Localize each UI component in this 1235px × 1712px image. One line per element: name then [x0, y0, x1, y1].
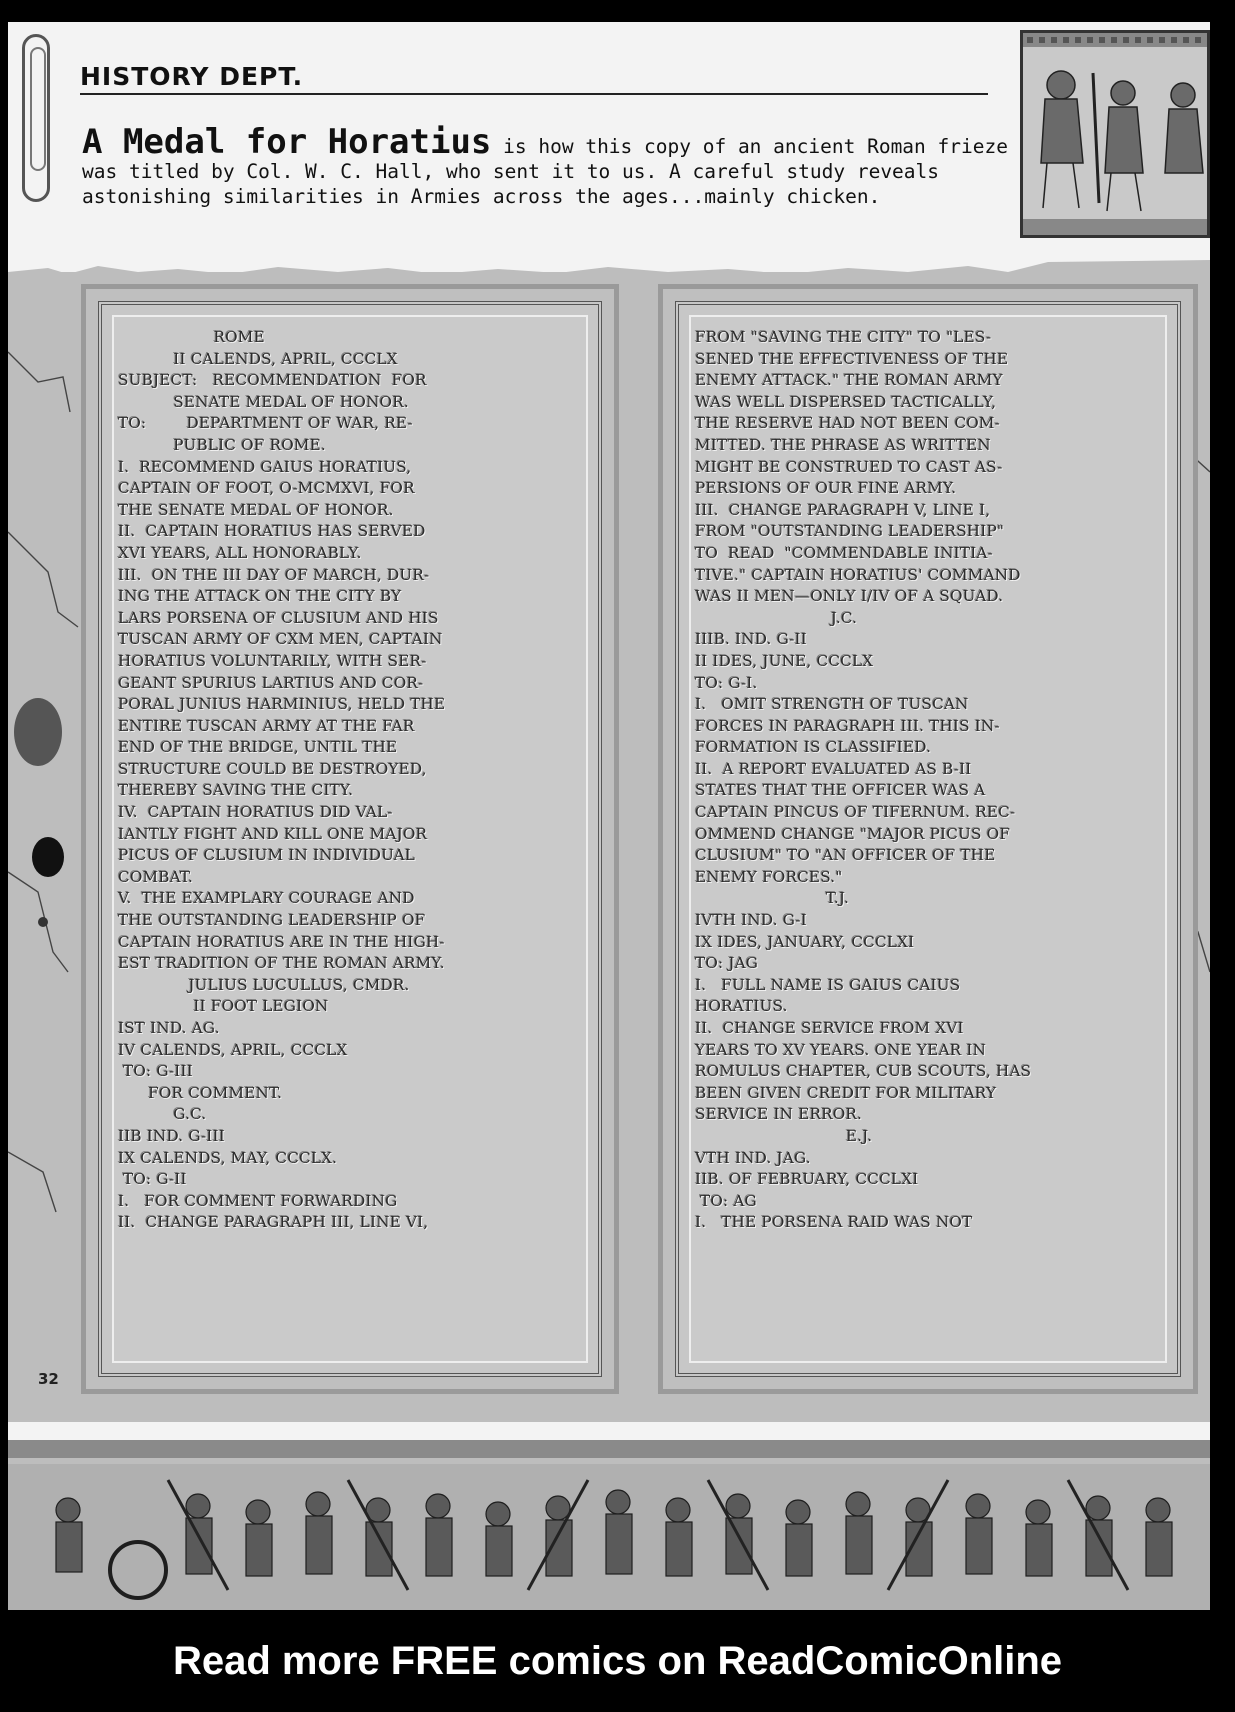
magazine-page	[8, 22, 1210, 1610]
tablet-left-text: ROME II CALENDS, APRIL, CCCLX SUBJECT: RECOMMENDATION FOR SENATE MEDAL OF HONOR. TO: DEPARTMENT OF WAR, RE- PUBLIC OF ROME. I. RECOMMEND GAIUS HORATIUS, CAPTAIN OF FOOT, O-MCMXVI, FOR THE SENATE MEDAL OF HONOR. II. CAPTAIN HORATIUS HAS SERVED XVI YEARS, ALL HONORABLY. III. ON THE III DAY OF MARCH, DUR- ING THE ATTACK ON THE CITY BY LARS PORSENA OF CLUSIUM AND HIS TUSCAN ARMY OF CXM MEN, CAPTAIN HORATIUS VOLUNTARILY, WITH SER- GEANT SPURIUS LARTIUS AND COR- PORAL JUNIUS HARMINIUS, HELD THE ENTIRE TUSCAN ARMY AT THE FAR END OF THE BRIDGE, UNTIL THE STRUCTURE COULD BE DESTROYED, THEREBY SAVING THE CITY. IV. CAPTAIN HORATIUS DID VAL- IANTLY FIGHT AND KILL ONE MAJOR PICUS OF CLUSIUM IN INDIVIDUAL COMBAT. V. THE EXAMPLARY COURAGE AND THE OUTSTANDING LEADERSHIP OF CAPTAIN HORATIUS ARE IN THE HIGH- EST TRADITION OF THE ROMAN ARMY. JULIUS LUCULLUS, CMDR. II FOOT LEGION IST IND. AG. IV CALENDS, APRIL, CCCLX TO: G-III FOR COMMENT. G.C. IIB IND. G-III IX CALENDS, MAY, CCCLX. TO: G-II I. FOR COMMENT FORWARDING II. CHANGE PARAGRAPH III, LINE VI,	[118, 328, 446, 1232]
bottom-frieze-image	[8, 1440, 1210, 1610]
tablet-right	[658, 284, 1198, 1394]
paperclip-icon	[22, 34, 50, 202]
promo-banner[interactable]: Read more FREE comics on ReadComicOnline	[172, 1639, 1063, 1683]
tablet-left	[81, 284, 619, 1394]
intro-body: is how this copy of an ancient Roman frieze was titled by Col. W. C. Hall, who sent it to us. A careful study reveals astonishing similarities in Armies across the ages...mainly chicken.	[82, 135, 1008, 208]
intro-paragraph	[82, 122, 1012, 209]
article-title: A Medal for Horatius	[82, 122, 492, 162]
page-number: 32	[38, 1370, 59, 1388]
tablet-right-text: FROM "SAVING THE CITY" TO "LES- SENED THE EFFECTIVENESS OF THE ENEMY ATTACK." THE ROMAN ARMY WAS WELL DISPERSED TACTICALLY, THE RESERVE HAD NOT BEEN COM- MITTED. THE PHRASE AS WRITTEN MIGHT BE CONSTRUED TO CAST AS- PERSIONS OF OUR FINE ARMY. III. CHANGE PARAGRAPH V, LINE I, FROM "OUTSTANDING LEADERSHIP" TO READ "COMMENDABLE INITIA- TIVE." CAPTAIN HORATIUS' COMMAND WAS II MEN—ONLY I/IV OF A SQUAD. J.C. IIIB. IND. G-II II IDES, JUNE, CCCLX TO: G-I. I. OMIT STRENGTH OF TUSCAN FORCES IN PARAGRAPH III. THIS IN- FORMATION IS CLASSIFIED. II. A REPORT EVALUATED AS B-II STATES THAT THE OFFICER WAS A CAPTAIN PINCUS OF TIFERNUM. REC- OMMEND CHANGE "MAJOR PICUS OF CLUSIUM" TO "AN OFFICER OF THE ENEMY FORCES." T.J. IVTH IND. G-I IX IDES, JANUARY, CCCLXI TO: JAG I. FULL NAME IS GAIUS CAIUS HORATIUS. II. CHANGE SERVICE FROM XVI YEARS TO XV YEARS. ONE YEAR IN ROMULUS CHAPTER, CUB SCOUTS, HAS BEEN GIVEN CREDIT FOR MILITARY SERVICE IN ERROR. E.J. VTH IND. JAG. IIB. OF FEBRUARY, CCCLXI TO: AG I. THE PORSENA RAID WAS NOT	[695, 328, 1032, 1232]
department-heading: HISTORY DEPT.	[80, 62, 988, 95]
top-frieze-image	[1020, 30, 1210, 238]
